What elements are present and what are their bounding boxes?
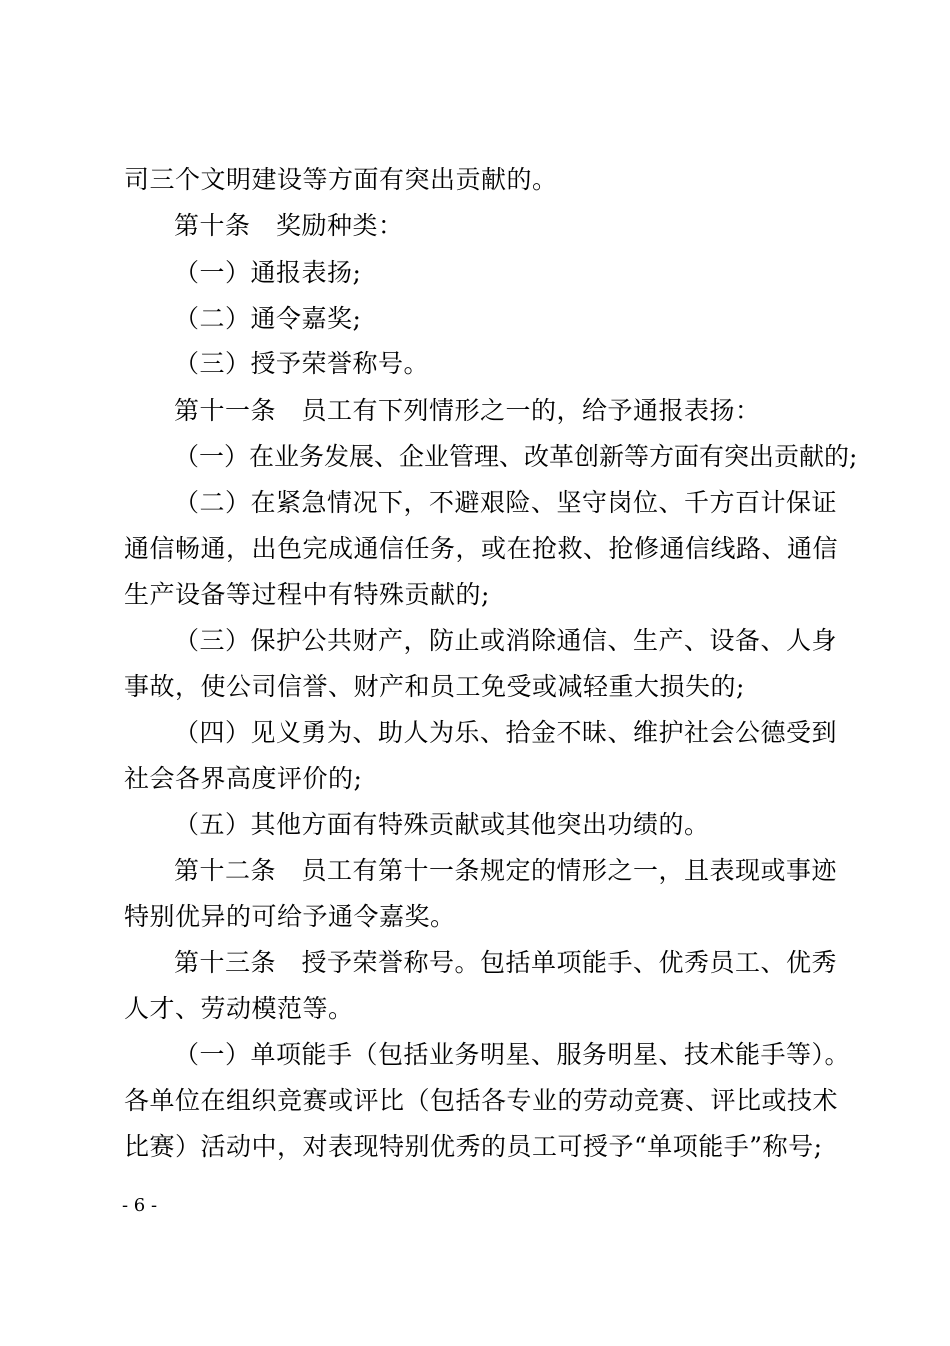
text-line: 事故，使公司信誉、财产和员工免受或减轻重大损失的; — [124, 672, 745, 701]
list-item: （四）见义勇为、助人为乐、拾金不昧、维护社会公德受到 — [174, 718, 838, 747]
list-item: （一）通报表扬; — [174, 258, 362, 287]
text-line: 通信畅通，出色完成通信任务，或在抢救、抢修通信线路、通信 — [124, 534, 839, 563]
article-heading: 第十二条 员工有第十一条规定的情形之一，且表现或事迹 — [174, 856, 838, 885]
list-item: （二）通令嘉奖; — [174, 304, 362, 333]
list-item: （一）在业务发展、企业管理、改革创新等方面有突出贡献的; — [174, 442, 858, 471]
article-heading: 第十一条 员工有下列情形之一的，给予通报表扬： — [174, 396, 761, 425]
list-item: （三）保护公共财产，防止或消除通信、生产、设备、人身 — [174, 626, 838, 655]
text-line: 司三个文明建设等方面有突出贡献的。 — [124, 165, 558, 194]
text-line: 人才、劳动模范等。 — [124, 994, 354, 1023]
page-number: - 6 - — [122, 1195, 158, 1216]
text-line: 生产设备等过程中有特殊贡献的; — [124, 580, 490, 609]
list-item: （一）单项能手（包括业务明星、服务明星、技术能手等）。 — [174, 1040, 851, 1069]
article-heading: 第十条 奖励种类： — [174, 211, 404, 240]
text-line: 社会各界高度评价的; — [124, 764, 363, 793]
list-item: （三）授予荣誉称号。 — [174, 349, 430, 378]
text-line: 各单位在组织竞赛或评比（包括各专业的劳动竞赛、评比或技术 — [124, 1086, 839, 1115]
list-item: （五）其他方面有特殊贡献或其他突出功绩的。 — [174, 810, 710, 839]
list-item: （二）在紧急情况下，不避艰险、坚守岗位、千方百计保证 — [174, 488, 838, 517]
text-line: 特别优异的可给予通令嘉奖。 — [124, 902, 456, 931]
article-heading: 第十三条 授予荣誉称号。包括单项能手、优秀员工、优秀 — [174, 948, 838, 977]
text-line: 比赛）活动中，对表现特别优秀的员工可授予“单项能手”称号; — [124, 1132, 823, 1161]
